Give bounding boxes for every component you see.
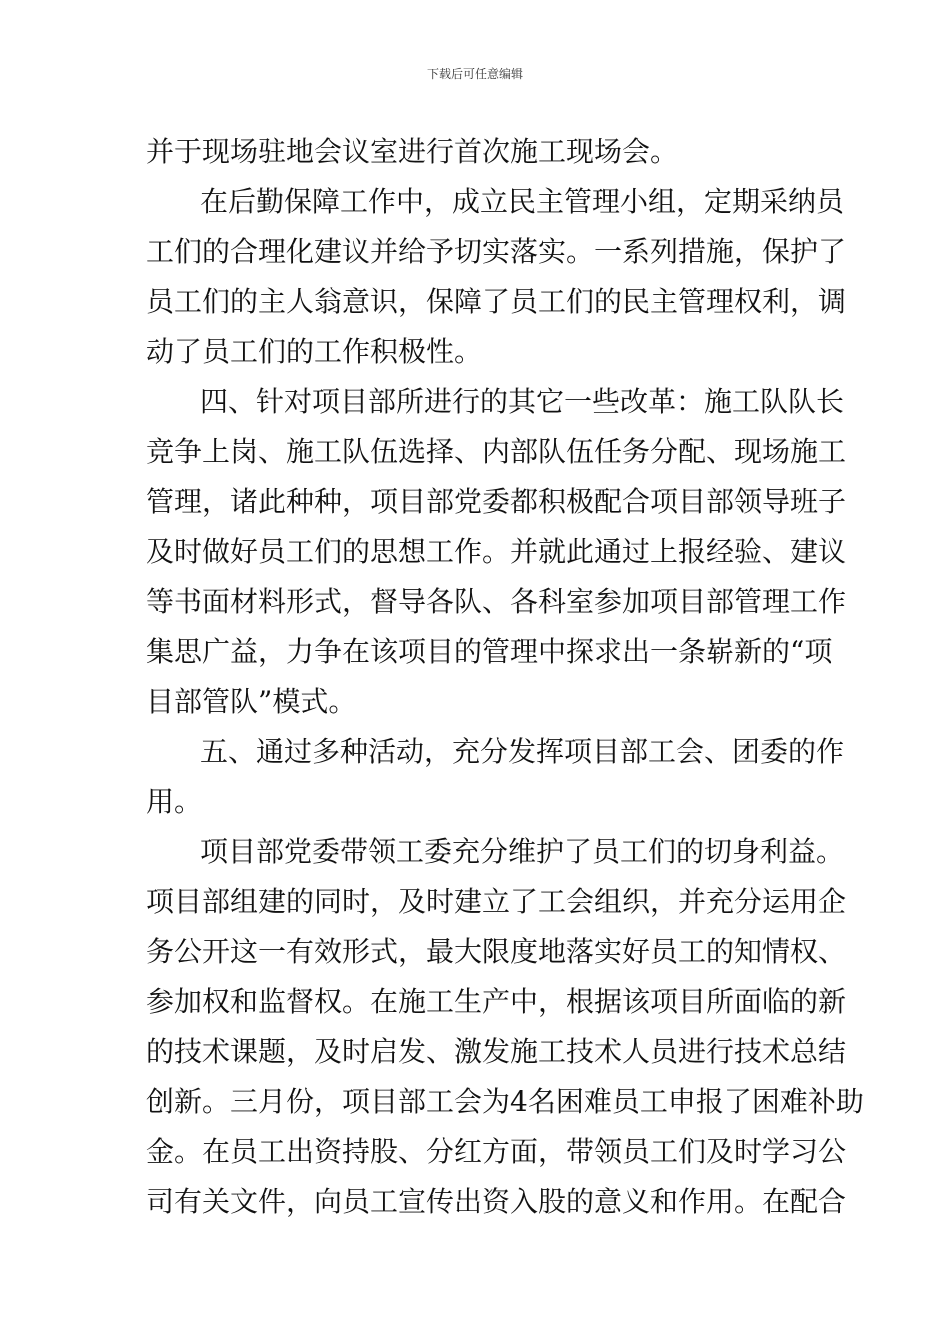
text-line: 项目部党委带领工委充分维护了员工们的切身利益。: [200, 835, 845, 868]
text-line: 金。在员工出资持股、分红方面，带领员工们及时学习公: [146, 1135, 847, 1168]
text-line: 创新。三月份，项目部工会为4名困难员工申报了困难补助: [146, 1085, 864, 1118]
paragraph: [146, 177, 847, 377]
text-line: 参加权和监督权。在施工生产中，根据该项目所面临的新: [146, 985, 847, 1018]
text-line: 四、针对项目部所进行的其它一些改革：施工队队长: [200, 385, 845, 418]
text-line: 动了员工们的工作积极性。: [146, 335, 483, 368]
paragraph: [146, 827, 864, 1227]
text-line: 及时做好员工们的思想工作。并就此通过上报经验、建议: [146, 535, 847, 568]
text-line: 员工们的主人翁意识，保障了员工们的民主管理权利，调: [146, 285, 847, 318]
text-line: 集思广益，力争在该项目的管理中探求出一条崭新的“项: [146, 635, 833, 668]
text-line: 并于现场驻地会议室进行首次施工现场会。: [146, 135, 679, 168]
text-line: 的技术课题，及时启发、激发施工技术人员进行技术总结: [146, 1035, 847, 1068]
text-line: 工们的合理化建议并给予切实落实。一系列措施，保护了: [146, 235, 847, 268]
page-header: 下载后可任意编辑: [426, 67, 523, 81]
text-line: 等书面材料形式，督导各队、各科室参加项目部管理工作: [146, 585, 847, 618]
text-line: 竞争上岗、施工队伍选择、内部队伍任务分配、现场施工: [146, 435, 847, 468]
text-line: 管理，诸此种种，项目部党委都积极配合项目部领导班子: [146, 485, 847, 518]
paragraph: [146, 127, 816, 177]
paragraph: [146, 727, 845, 827]
text-line: 项目部组建的同时，及时建立了工会组织，并充分运用企: [146, 885, 847, 918]
text-line: 目部管队”模式。: [146, 685, 357, 718]
text-line: 务公开这一有效形式，最大限度地落实好员工的知情权、: [146, 935, 847, 968]
text-line: 司有关文件，向员工宣传出资入股的意义和作用。在配合: [146, 1185, 847, 1218]
paragraph: [146, 377, 847, 727]
text-line: 五、通过多种活动，充分发挥项目部工会、团委的作: [200, 735, 845, 768]
document-body: [146, 127, 864, 1227]
text-line: 用。: [146, 785, 203, 818]
text-line: 在后勤保障工作中，成立民主管理小组，定期采纳员: [200, 185, 845, 218]
